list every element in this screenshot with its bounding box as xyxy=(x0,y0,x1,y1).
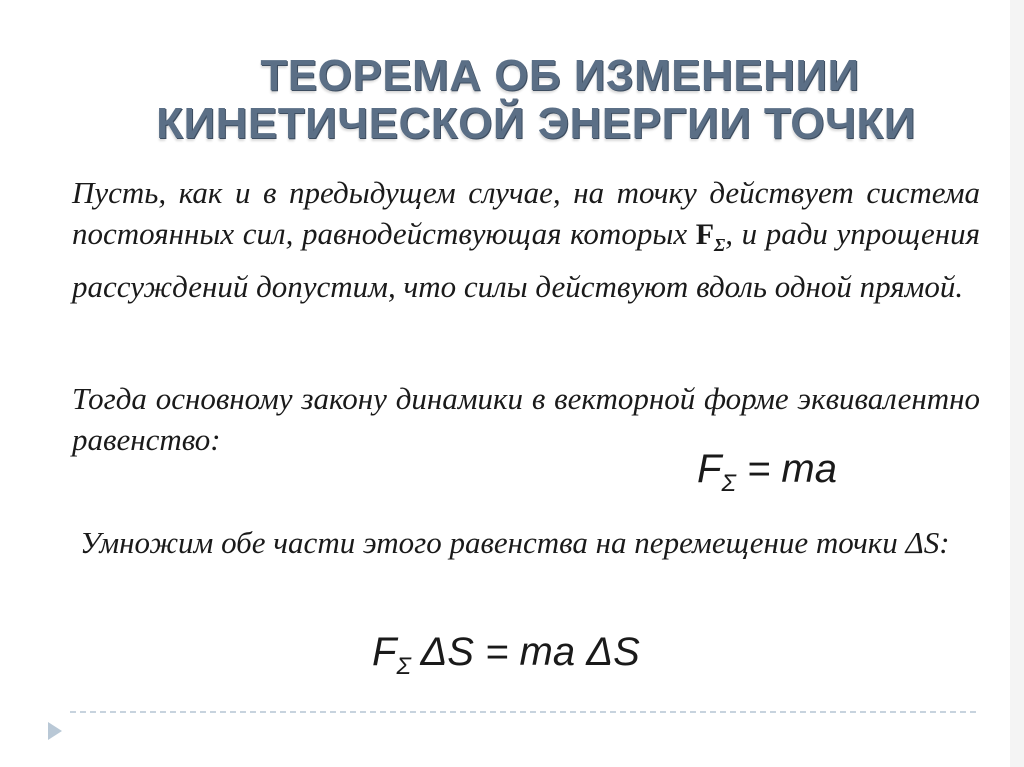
force-subscript: Σ xyxy=(714,235,726,255)
force-letter: F xyxy=(695,218,715,251)
formula1-rhs: = ma xyxy=(735,447,837,491)
intro-text-start: Пусть, как и в предыдущем случае, на точку действует система постоянных сил, равнодействующая которых xyxy=(72,175,980,251)
intro-paragraph xyxy=(72,172,980,307)
dynamics-law-paragraph: Тогда основному закону динамики в векторной форме эквивалентно равенство: xyxy=(72,381,980,457)
multiply-paragraph: Умножим обе части этого равенства на перемещение точки ΔS: xyxy=(80,525,950,560)
title-line-1: ТЕОРЕМА ОБ ИЗМЕНЕНИИ xyxy=(260,51,860,100)
formula1-subscript: Σ xyxy=(721,470,736,497)
title-line-2: КИНЕТИЧЕСКОЙ ЭНЕРГИИ ТОЧКИ xyxy=(156,99,916,148)
footer-divider xyxy=(70,711,976,713)
work-formula xyxy=(372,630,640,689)
formula2-force: F xyxy=(372,630,397,674)
resultant-force-symbol xyxy=(695,218,726,255)
slide-title xyxy=(150,52,930,148)
formula2-subscript: Σ xyxy=(396,653,411,680)
intro-text-end: , и ради упрощения рассуждений допустим, что силы действуют вдоль одной прямой. xyxy=(72,216,980,304)
triangle-bullet-icon xyxy=(48,722,62,740)
formula1-force: F xyxy=(697,447,722,491)
formula2-rhs: ΔS = ma ΔS xyxy=(410,630,640,674)
newton-law-formula xyxy=(697,447,837,506)
